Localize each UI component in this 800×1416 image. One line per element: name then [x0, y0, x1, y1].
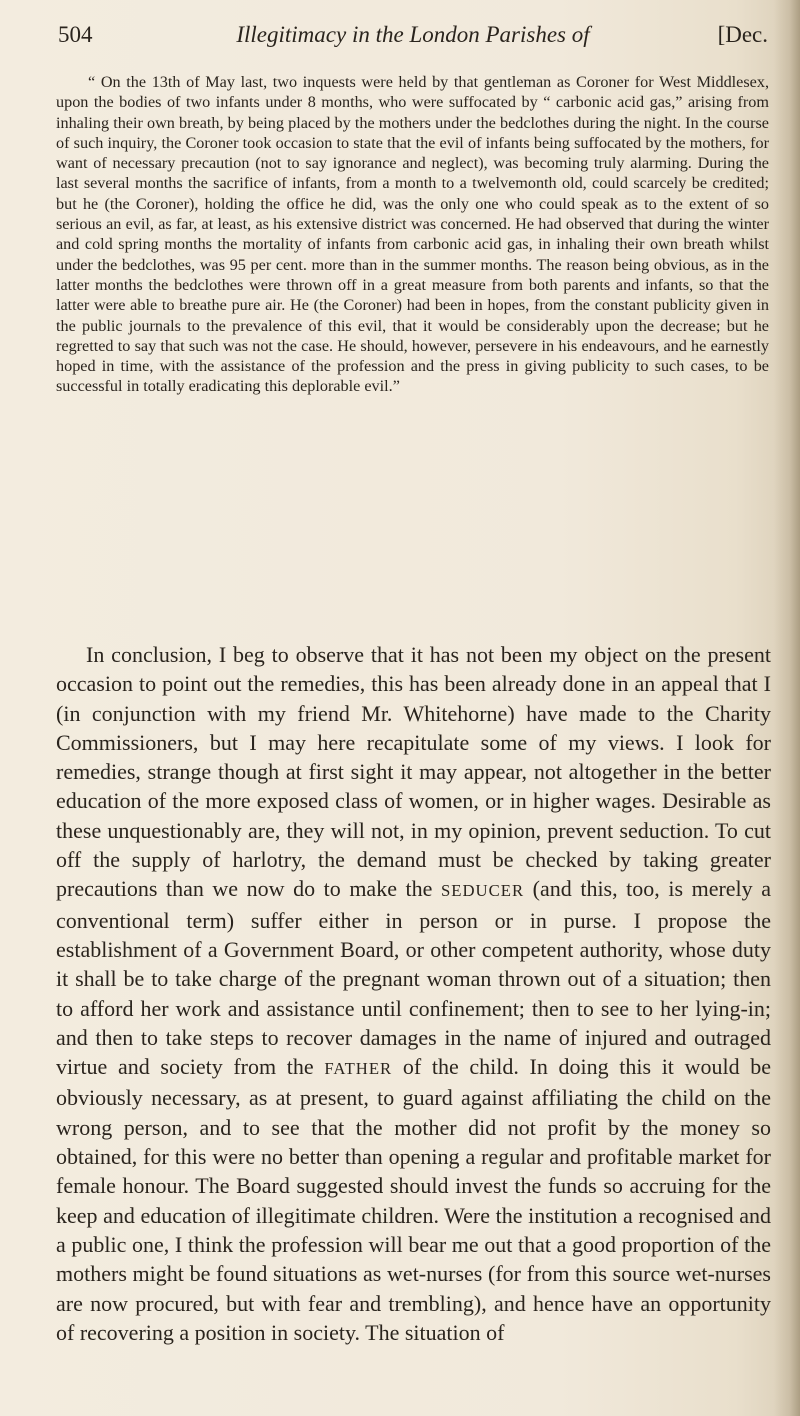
paragraph-text: In conclusion, I beg to observe that it has not been my object on the present occasion to point out the remedies, this has been already done in an appeal that I (in conjunction with my friend Mr. Whitehorne) have made to the Charity Commissioners, but I may here recapitulate some of my views. I look for remedies, strange though at first sight it may appear, not altogether in the better education of the more exposed class of women, or in higher wages. Desirable as these unquestionably are, they will not, in my opinion, prevent seduction. To cut off the supply of harlotry, the demand must be checked by taking greater precautions than we now do to make the	[56, 642, 771, 902]
paragraph-text: of the child. In doing this it would be obviously necessary, as at present, to guard against affiliating the child on the wrong person, and to see that the mother did not profit by the money so obtained, for this were no better than opening a regular and profitable market for female honour. The Board suggested should invest the funds so accruing for the keep and education of illegitimate children. Were the institution a recognised and a public one, I think the profession will bear me out that a good proportion of the mothers might be found situations as wet-nurses (for from this source wet-nurses are now procured, but with fear and trembling), and hence have an opportunity of recovering a position in society. The situation of	[56, 1054, 771, 1345]
running-month: [Dec.	[717, 22, 768, 47]
running-title: Illegitimacy in the London Parishes of	[236, 22, 590, 47]
coroner-quotation: “ On the 13th of May last, two inquests were held by that gentleman as Coroner for West Middlesex, upon the bodies of two infants under 8 months, who were suffocated by “ carbonic acid gas,” arising from inhaling their own breath, by being placed by the mothers under the bedclothes during the night. In the course of such inquiry, the Coroner took occasion to state that the evil of infants being suffocated by the mothers, for want of necessary precaution (not to say ignorance and neglect), was becoming truly alarming. During the last several months the sacrifice of infants, from a month to a twelvemonth old, could scarcely be credited; but he (the Coroner), holding the office he did, was the only one who could speak as to the extent of so serious an evil, as far, at least, as his extensive district was concerned. He had observed that during the winter and cold spring months the mortality of infants from carbonic acid gas, in inhaling their own breath whilst under the bedclothes, was 95 per cent. more than in the summer months. The reason being obvious, as in the latter months the bedclothes were thrown off in a great measure from both parents and infants, so that the latter were able to breathe pure air. He (the Coroner) had been in hopes, from the constant publicity given in the public journals to the prevalence of this evil, that it would be considerably upon the decrease; but he regretted to say that such was not the case. He should, however, persevere in his endeavours, and he earnestly hoped in time, with the assistance of the profession and the press in giving publicity to such cases, to be successful in totally eradicating this deplorable evil.”	[56, 73, 769, 396]
page-number: 504	[58, 22, 93, 47]
seducer-word: SEDUCER	[440, 881, 525, 901]
page-edge-shadow	[774, 0, 800, 1416]
conclusion-paragraph	[56, 640, 771, 1347]
page-header	[58, 22, 768, 52]
paragraph-text: (and this, too, is merely a conventional term) suffer either in person or in purse. I propose the establishment of a Government Board, or other competent authority, whose duty it shall be to take charge of the pregnant woman thrown out of a situation; then to afford her work and assistance until confinement; then to see to her lying-in; and then to take steps to recover damages in the name of injured and outraged virtue and society from the	[56, 876, 771, 1080]
father-word: FATHER	[324, 1059, 393, 1079]
